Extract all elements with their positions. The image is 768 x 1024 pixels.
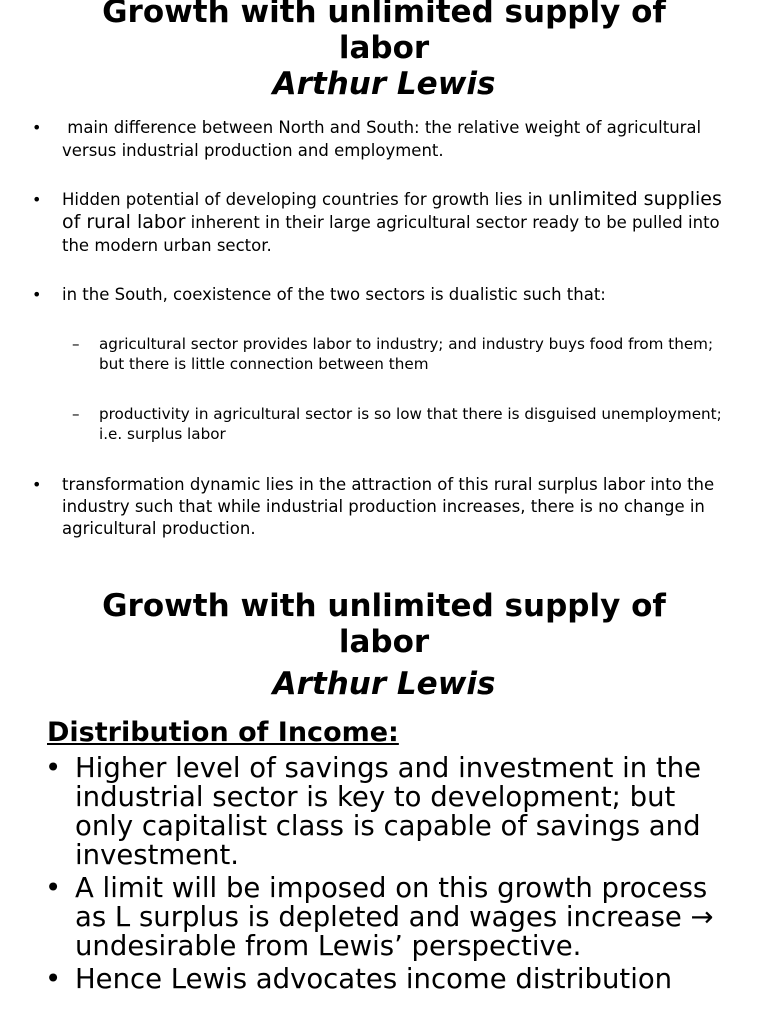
bullet-text: Higher level of savings and investment in the industrial sector is key to development; but only capitalist class is capable of savings and investment. [75, 752, 702, 871]
sub-bullet-item [0, 404, 739, 444]
bullet-text: transformation dynamic lies in the attraction of this rural surplus labor into the industry such that while industrial production increases, there is no change in agricultural production. [62, 475, 715, 538]
dash-icon: – [72, 405, 80, 423]
sub-bullet-text: agricultural sector provides labor to industry; and industry buys food from them; but there is little connection between them [99, 335, 714, 373]
sub-bullet-text: productivity in agricultural sector is so low that there is disguised unemployment; i.e. surplus labor [99, 405, 722, 443]
bullet-icon: • [32, 285, 42, 304]
slide-1-title-line-1: Growth with unlimited supply of [102, 0, 666, 30]
slide-1-title-author: Arthur Lewis [272, 66, 496, 102]
slide-2-title [0, 588, 768, 702]
slide-2 [0, 580, 768, 1024]
section-heading: Distribution of Income: [47, 717, 399, 748]
slide-1-title-line-2: labor [338, 30, 430, 66]
slide-1-bullet-list [0, 116, 742, 566]
bullet-item [0, 474, 742, 540]
bullet-item [0, 188, 742, 257]
slide-2-title-line-2: labor [338, 624, 430, 660]
bullet-icon: • [32, 118, 42, 137]
bullet-icon: • [45, 872, 62, 904]
bullet-text: inherent in their large agricultural sector ready to be pulled into the modern urban sector. [62, 213, 720, 255]
bullet-item [0, 116, 742, 162]
bullet-icon: • [32, 475, 42, 494]
slide-2-title-line-1: Growth with unlimited supply of [102, 588, 666, 624]
bullet-item [0, 754, 735, 870]
bullet-emphasis-text: unlimited supplies of rural labor [62, 188, 722, 233]
dash-icon: – [72, 335, 80, 353]
bullet-item [0, 874, 735, 961]
sub-bullet-item [0, 334, 739, 374]
bullet-item [0, 965, 735, 994]
bullet-text: in the South, coexistence of the two sectors is dualistic such that: [62, 285, 606, 304]
bullet-icon: • [32, 190, 42, 209]
bullet-icon: • [45, 752, 62, 784]
bullet-item [0, 283, 742, 306]
bullet-text: Hence Lewis advocates income distribution [75, 963, 673, 995]
slide-1-title [0, 0, 768, 102]
bullet-text: main difference between North and South: the relative weight of agricultural versus industrial production and employment. [62, 118, 707, 160]
slide-2-bullet-list [0, 754, 735, 998]
bullet-icon: • [45, 963, 62, 995]
slide-2-title-author: Arthur Lewis [272, 666, 496, 702]
bullet-text: A limit will be imposed on this growth process as L surplus is depleted and wages increase → undesirable from Lewis’ perspective. [75, 872, 714, 962]
bullet-text: Hidden potential of developing countries for growth lies in [62, 190, 548, 209]
